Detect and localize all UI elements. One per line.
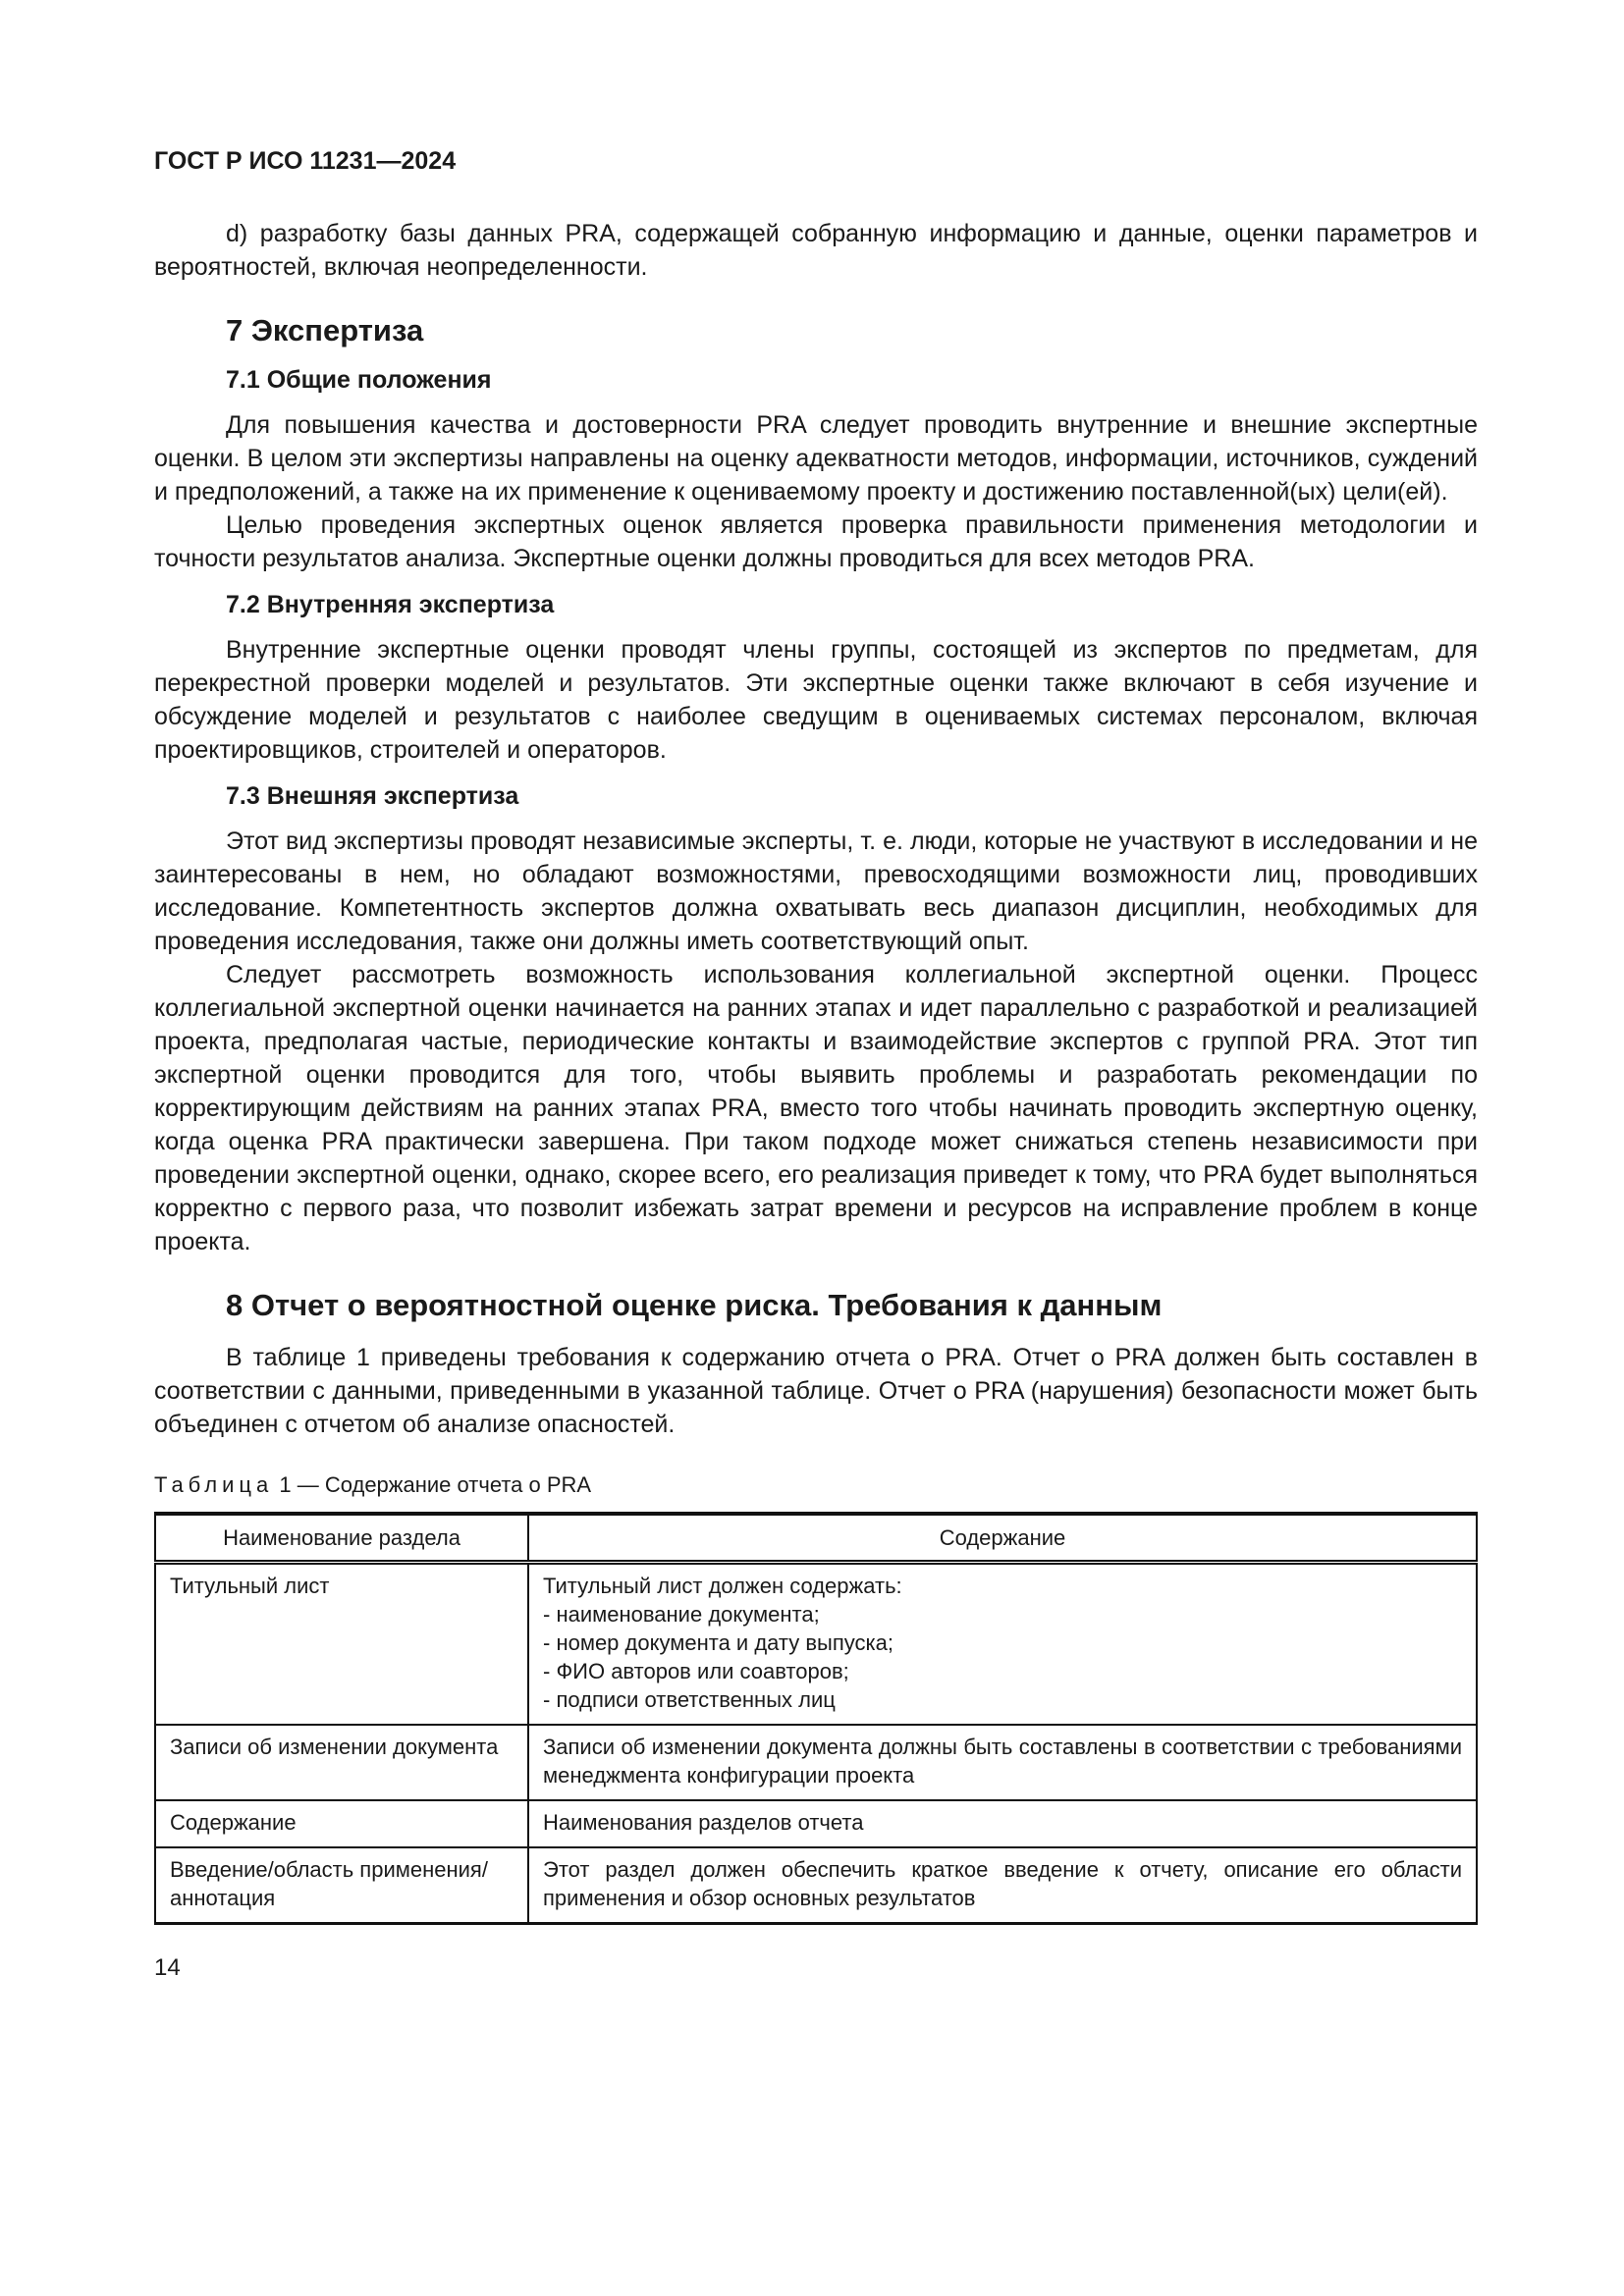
paragraph: Целью проведения экспертных оценок является проверка правильности применения методологии и точности результатов анализа. Экспертные оценки должны проводиться для всех методов PRA.: [154, 511, 1478, 572]
section-7-title: 7 Экспертиза: [226, 313, 424, 347]
section-name-cell: Записи об изменении документа: [155, 1725, 528, 1800]
section-8-title: 8 Отчет о вероятностной оценке риска. Требования к данным: [226, 1288, 1163, 1322]
table-row: [155, 1800, 1477, 1847]
content-cell: Записи об изменении документа должны быть составлены в соответствии с требованиями менеджмента конфигурации проекта: [528, 1725, 1477, 1800]
paragraph: В таблице 1 приведены требования к содержанию отчета о PRA. Отчет о PRA должен быть составлен в соответствии с данными, приведенными в указанной таблице. Отчет о PRA (нарушения) безопасности может быть объединен с отчетом об анализе опасностей.: [154, 1344, 1478, 1438]
table-caption-word: Таблица: [154, 1472, 274, 1497]
table-caption-text: 1 — Содержание отчета о PRA: [273, 1472, 592, 1497]
section-name-cell: Содержание: [155, 1800, 528, 1847]
content-line: - ФИО авторов или соавторов;: [543, 1659, 849, 1683]
content-line: - наименование документа;: [543, 1602, 820, 1627]
table-row: [155, 1725, 1477, 1800]
paragraph: Следует рассмотреть возможность использования коллегиальной экспертной оценки. Процесс коллегиальной экспертной оценки начинается на ранних этапах и идет параллельно с разработкой и реализацией проекта, предполагая частые, периодические контакты и взаимодействие экспертов с группой PRA. Этот тип экспертной оценки проводится для того, чтобы выявить проблемы и разработать рекомендации по корректирующим действиям на ранних этапах PRA, вместо того чтобы начинать проводить экспертную оценку, когда оценка PRA практически завершена. При таком подходе может снижаться степень независимости при проведении экспертной оценки, однако, скорее всего, его реализация приведет к тому, что PRA будет выполняться корректно с первого раза, что позволит избежать затрат времени и ресурсов на исправление проблем в конце проекта.: [154, 961, 1478, 1255]
table-caption: [154, 1472, 1478, 1498]
paragraph: Внутренние экспертные оценки проводят члены группы, состоящей из экспертов по предметам, для перекрестной проверки моделей и результатов. Эти экспертные оценки также включают в себя изучение и обсуждение моделей и результатов с наиболее сведущим в оцениваемых системах персоналом, включая проектировщиков, строителей и операторов.: [154, 636, 1478, 764]
content-line: Титульный лист должен содержать:: [543, 1574, 902, 1598]
document-page: [154, 147, 1478, 1982]
document-header: ГОСТ Р ИСО 11231—2024: [154, 147, 457, 175]
page-number: 14: [154, 1954, 181, 1981]
section-7-2-title: 7.2 Внутренняя экспертиза: [226, 591, 555, 618]
table-header-row: [155, 1514, 1477, 1563]
table-row: [155, 1563, 1477, 1726]
paragraph: Этот вид экспертизы проводят независимые эксперты, т. е. люди, которые не участвуют в исследовании и не заинтересованы в нем, но обладают возможностями, превосходящими возможности лиц, проводивших исследование. Компетентность экспертов должна охватывать весь диапазон дисциплин, необходимых для проведения исследования, также они должны иметь соответствующий опыт.: [154, 828, 1478, 955]
column-header: Наименование раздела: [155, 1514, 528, 1563]
content-line: - номер документа и дату выпуска;: [543, 1630, 893, 1655]
list-item-d: d) разработку базы данных PRA, содержащей собранную информацию и данные, оценки параметров и вероятностей, включая неопределенности.: [154, 220, 1478, 281]
paragraph: Для повышения качества и достоверности PRA следует проводить внутренние и внешние экспертные оценки. В целом эти экспертизы направлены на оценку адекватности методов, информации, источников, суждений и предположений, а также на их применение к оцениваемому проекту и достижению поставленной(ых) цели(ей).: [154, 411, 1478, 506]
content-cell: Этот раздел должен обеспечить краткое введение к отчету, описание его области применения и обзор основных результатов: [528, 1847, 1477, 1924]
content-cell: [528, 1563, 1477, 1726]
section-7-1-title: 7.1 Общие положения: [226, 366, 492, 394]
report-contents-table: [154, 1512, 1478, 1925]
content-cell: Наименования разделов отчета: [528, 1800, 1477, 1847]
table-row: [155, 1847, 1477, 1924]
section-7-3-title: 7.3 Внешняя экспертиза: [226, 782, 519, 810]
column-header: Содержание: [528, 1514, 1477, 1563]
section-name-cell: Титульный лист: [155, 1563, 528, 1726]
section-name-cell: Введение/область применения/аннотация: [155, 1847, 528, 1924]
content-line: - подписи ответственных лиц: [543, 1687, 836, 1712]
